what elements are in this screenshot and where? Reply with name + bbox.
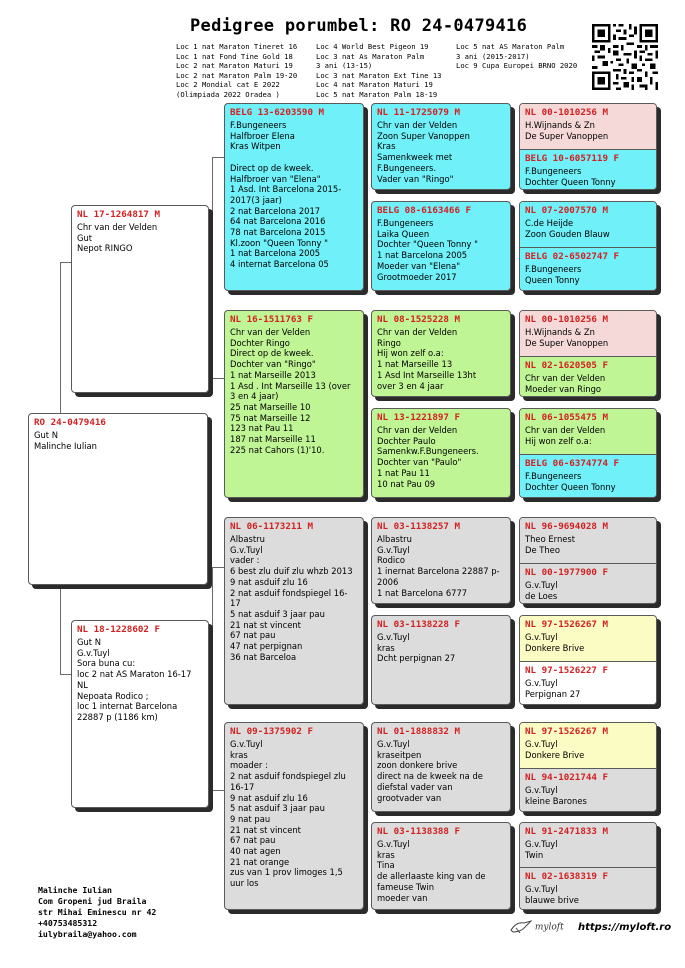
gen2-ds-info: Albastru G.v.Tuyl vader : 6 best zlu duif zlu whzb 2013 9 nat asduif zlu 16 2 nat asduif fondspiegel 16-17 5 nat asduif 3 jaar pau 21 nat st vincent 67 nat pau 47 nat perpignan 36 nat Barceloa (230, 534, 353, 662)
gen4-15-info: G.v.Tuyl Twin (525, 839, 558, 860)
gen4-16-ring: NL 02-1638319 F (525, 871, 608, 882)
gen3-ssd-card[interactable] (371, 201, 511, 291)
gen3-ssd-ring: BELG 08-6163466 F (377, 205, 472, 216)
gen4-item-2[interactable] (520, 149, 656, 190)
gen4-13-ring: NL 97-1526267 M (525, 726, 608, 737)
gen4-15-ring: NL 91-2471833 M (525, 826, 608, 837)
gen4-1-info: H.Wijnands & Zn De Super Vanoppen (525, 120, 609, 141)
gen3-dds-card[interactable] (371, 722, 511, 812)
gen4-item-6[interactable] (520, 356, 656, 397)
gen4-4-ring: BELG 02-6502747 F (525, 251, 620, 262)
gen4-14-info: G.v.Tuyl kleine Barones (525, 785, 587, 806)
gen4-4-info: F.Bungeneers Queen Tonny (525, 264, 582, 285)
gen4-16-info: G.v.Tuyl blauwe brive (525, 884, 579, 905)
website-link[interactable]: https://myloft.ro (578, 922, 672, 933)
gen4-7-ring: NL 06-1055475 M (525, 412, 608, 423)
gen4-2-ring: BELG 10-6057119 F (525, 153, 620, 164)
gen4-11-ring: NL 97-1526267 M (525, 619, 608, 630)
dam-ring: NL 18-1228602 F (77, 624, 160, 635)
connector-dam-vertical (212, 567, 213, 790)
gen2-dam-dam-card[interactable] (224, 722, 364, 910)
gen3-ddd-info: G.v.Tuyl kras Tina de allerlaaste king van de fameuse Twin moeder van (377, 839, 486, 903)
gen2-sire-sire-card[interactable] (224, 103, 364, 291)
gen4-item-9[interactable] (520, 518, 656, 563)
owner-contact: Malinche Iulian Com Gropeni jud Braila str Mihai Eminescu nr 42 +40753485312 iulybraila@yahoo.com (38, 885, 157, 939)
gen3-dss-info: Albastru G.v.Tuyl Rodico 1 inernat Barcelona 22887 p-2006 1 nat Barcelona 6777 (377, 534, 500, 598)
gen4-12-ring: NL 97-1526227 F (525, 665, 608, 676)
achievements-col-2: Loc 4 World Best Pigeon 19 Loc 3 nat As Maraton Palm 3 ani (13-15) Loc 3 nat Maraton Ext Tine 13 Loc 4 nat Maraton Maturi 19 Loc 5 nat Maraton Palm 18-19 (316, 42, 442, 99)
gen3-ddd-card[interactable] (371, 822, 511, 910)
gen4-item-5[interactable] (520, 311, 656, 356)
gen4-5-ring: NL 00-1010256 M (525, 314, 608, 325)
gen4-item-7[interactable] (520, 409, 656, 454)
gen4-item-4[interactable] (520, 247, 656, 291)
gen4-7-info: Chr van der Velden Hij won zelf o.a: (525, 425, 606, 446)
gen4-card-2[interactable] (519, 201, 657, 291)
gen4-9-info: Theo Ernest De Theo (525, 534, 576, 555)
gen3-dds-info: G.v.Tuyl kraseitpen zoon donkere brive direct na de kweek na de diefstal vader van grootvader van (377, 739, 483, 803)
gen3-dsd-ring: NL 03-1138228 F (377, 619, 460, 630)
gen4-11-info: G.v.Tuyl Donkere Brive (525, 632, 585, 653)
gen3-dsd-card[interactable] (371, 615, 511, 705)
gen3-ddd-ring: NL 03-1138388 F (377, 826, 460, 837)
gen3-dss-ring: NL 03-1138257 M (377, 521, 460, 532)
gen4-card-8[interactable] (519, 822, 657, 910)
gen4-card-6[interactable] (519, 615, 657, 705)
achievements-col-1: Loc 1 nat Maraton Tineret 16 Loc 1 nat Fond Tine Gold 18 Loc 2 nat Maraton Maturi 19 Loc 2 nat Maraton Palm 19-20 Loc 2 Mondial cat E 2022 (Olimpiada 2022 Oradea ) (176, 42, 298, 99)
gen4-1-ring: NL 00-1010256 M (525, 107, 608, 118)
gen3-sss-info: Chr van der Velden Zoon Super Vanoppen Kras Samenkweek met F.Bungeneers. Vader van "Ringo" (377, 120, 470, 184)
gen3-dsd-info: G.v.Tuyl kras Dcht perpignan 27 (377, 632, 456, 664)
gen4-9-ring: NL 96-9694028 M (525, 521, 608, 532)
gen4-card-3[interactable] (519, 310, 657, 397)
gen3-sds-info: Chr van der Velden Ringo Hij won zelf o.a: 1 nat Marseille 13 1 Asd Int Marseille 13ht over 3 en 4 jaar (377, 327, 477, 391)
gen4-item-16[interactable] (520, 867, 656, 910)
sire-ring: NL 17-1264817 M (77, 209, 160, 220)
gen4-item-15[interactable] (520, 823, 656, 867)
gen4-item-12[interactable] (520, 661, 656, 705)
gen3-sds-ring: NL 08-1525228 M (377, 314, 460, 325)
gen2-ds-ring: NL 06-1173211 M (230, 521, 313, 532)
gen4-8-ring: BELG 06-6374774 F (525, 458, 620, 469)
gen4-12-info: G.v.Tuyl Perpignan 27 (525, 678, 581, 699)
gen4-2-info: F.Bungeneers Dochter Queen Tonny (525, 166, 616, 187)
gen4-item-8[interactable] (520, 454, 656, 498)
subject-info: Gut N Malinche Iulian (34, 430, 97, 451)
subject-ring: RO 24-0479416 (34, 417, 106, 428)
gen3-sss-ring: NL 11-1725079 M (377, 107, 460, 118)
gen4-6-info: Chr van der Velden Moeder van Ringo (525, 373, 606, 394)
gen4-item-11[interactable] (520, 616, 656, 661)
dam-info: Gut N G.v.Tuyl Sora buna cu: loc 2 nat AS Maraton 16-17 NL Nepoata Rodico ; loc 1 internat Barcelona 22887 p (1186 km) (77, 637, 192, 722)
gen3-sdd-ring: NL 13-1221897 F (377, 412, 460, 423)
gen3-sdd-card[interactable] (371, 408, 511, 498)
gen3-sdd-info: Chr van der Velden Dochter Paulo Samenkw.F.Bungeneers. Dochter van "Paulo" 1 nat Pau 11 10 nat Pau 09 (377, 425, 479, 489)
gen4-3-info: C.de Heijde Zoon Gouden Blauw (525, 218, 610, 239)
sire-card[interactable] (71, 205, 209, 393)
gen3-dds-ring: NL 01-1888832 M (377, 726, 460, 737)
gen2-sire-dam-card[interactable] (224, 310, 364, 498)
gen4-item-14[interactable] (520, 768, 656, 812)
gen3-sss-card[interactable] (371, 103, 511, 190)
gen3-ssd-info: F.Bungeneers Laika Queen Dochter "Queen Tonny " 1 nat Barcelona 2005 Moeder van "Elena" Grootmoeder 2017 (377, 218, 478, 282)
gen4-card-7[interactable] (519, 722, 657, 812)
gen4-8-info: F.Bungeneers Dochter Queen Tonny (525, 471, 616, 492)
pigeon-logo-icon (510, 920, 532, 934)
gen3-dss-card[interactable] (371, 517, 511, 604)
sire-info: Chr van der Velden Gut Nepot RINGO (77, 222, 158, 254)
gen2-ss-ring: BELG 13-6203590 M (230, 107, 325, 118)
myloft-logo (510, 920, 564, 934)
page-title: Pedigree porumbel: RO 24-0479416 (190, 16, 528, 36)
gen2-sd-info: Chr van der Velden Dochter Ringo Direct op de kweek. Dochter van "Ringo" 1 nat Marseille 2013 1 Asd . Int Marseille 13 (over 3 en 4 jaar) 25 nat Marseille 10 75 nat Marseille 12 123 nat Pau 11 187 nat Marseille 11 225 nat Cahors (1)'10. (230, 327, 351, 455)
gen2-dd-ring: NL 09-1375902 F (230, 726, 313, 737)
gen4-3-ring: NL 07-2007570 M (525, 205, 608, 216)
gen4-item-1[interactable] (520, 104, 656, 149)
gen4-14-ring: NL 94-1021744 F (525, 772, 608, 783)
gen4-item-3[interactable] (520, 202, 656, 247)
gen2-dd-info: G.v.Tuyl kras moader : 2 nat asduif fondspiegel zlu 16-17 9 nat asduif zlu 16 5 nat asduif 3 jaar pau 9 nat pau 21 nat st vincent 67 nat pau 40 nat agen 21 nat orange zus van 1 prov limoges 1,5 uur los (230, 739, 346, 889)
gen4-10-info: G.v.Tuyl de Loes (525, 580, 558, 601)
gen4-item-13[interactable] (520, 723, 656, 768)
gen4-6-ring: NL 02-1620505 F (525, 360, 608, 371)
connector-sire-vertical (212, 157, 213, 378)
gen2-ss-info: F.Bungeneers Halfbroer Elena Kras Witpen Direct op de kweek. Halfbroer van "Elena" 1 Asd. Int Barcelona 2015-2017(3 jaar) 2 nat Barcelona 2017 64 nat Barcelona 2016 78 nat Barcelona 2015 Kl.zoon "Queen Tonny " 1 nat Barcelona 2005 4 internat Barcelona 05 (230, 120, 342, 270)
gen3-sds-card[interactable] (371, 310, 511, 397)
gen4-13-info: G.v.Tuyl Donkere Brive (525, 739, 585, 760)
logo-text: myloft (534, 922, 564, 933)
gen4-card-4[interactable] (519, 408, 657, 498)
gen4-item-10[interactable] (520, 563, 656, 604)
subject-card[interactable] (28, 413, 208, 585)
gen4-card-1[interactable] (519, 103, 657, 190)
qr-code-icon (592, 24, 658, 90)
gen4-card-5[interactable] (519, 517, 657, 604)
gen2-sd-ring: NL 16-1511763 F (230, 314, 313, 325)
gen2-dam-sire-card[interactable] (224, 517, 364, 705)
achievements-col-3: Loc 5 nat AS Maraton Palm 3 ani (2015-2017) Loc 9 Cupa Europei BRNO 2020 (456, 42, 578, 71)
gen4-10-ring: NL 00-1977900 F (525, 567, 608, 578)
gen4-5-info: H.Wijnands & Zn De Super Vanoppen (525, 327, 609, 348)
dam-card[interactable] (71, 620, 209, 808)
